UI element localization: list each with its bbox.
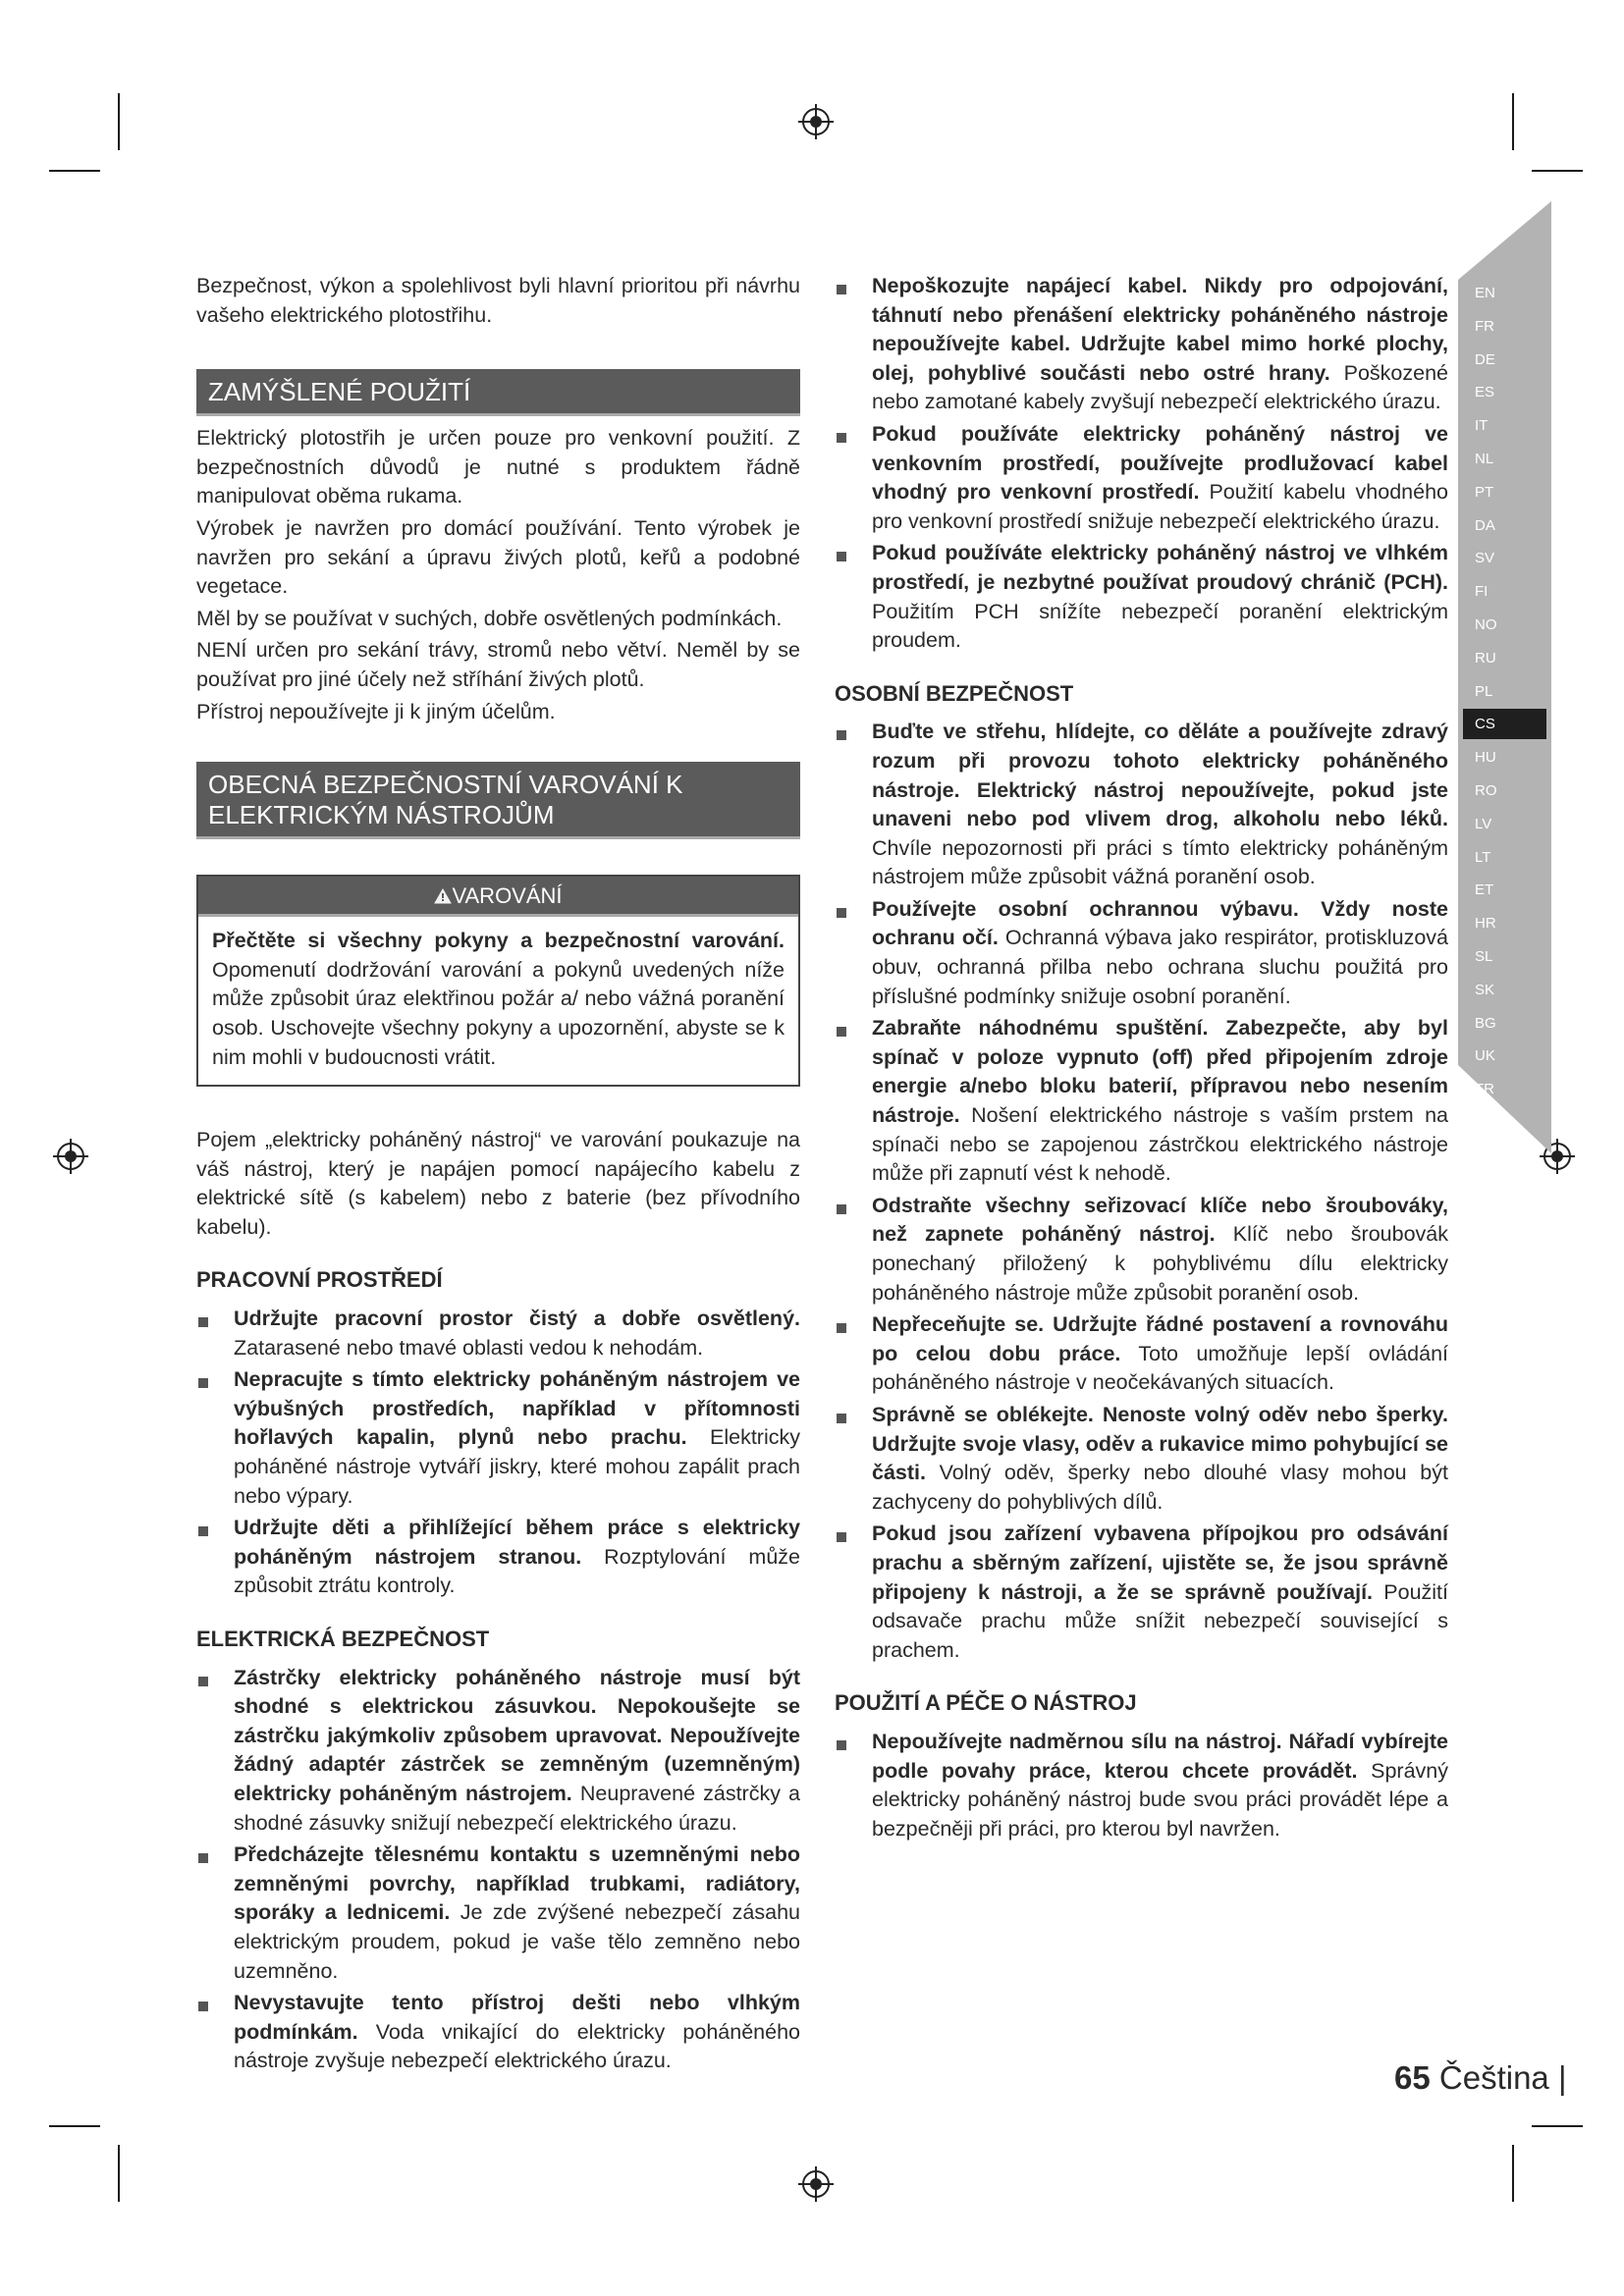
warning-text: Opomenutí dodržování varování a pokynů uvedených níže může způsobit úraz elektřinou požár a/ nebo vážná poranění osob. Uschovejte všechny pokyny a upozornění, abyste se k nim mohli v budoucnosti vrátit. [212, 957, 785, 1069]
page-footer [1394, 2059, 1567, 2097]
language-tab-ru[interactable]: RU [1475, 649, 1496, 667]
language-tab-cs[interactable]: CS [1463, 709, 1546, 739]
language-tab-de[interactable]: DE [1475, 350, 1495, 368]
warning-body [198, 917, 798, 1085]
language-tab-hu[interactable]: HU [1475, 749, 1496, 767]
subsection-title-work-area: PRACOVNÍ PROSTŘEDÍ [196, 1267, 443, 1293]
registration-mark-icon [51, 1137, 90, 1176]
crop-mark [1512, 93, 1514, 150]
section-header-intended-use: ZAMÝŠLENÉ POUŽITÍ [196, 369, 800, 416]
bullet-item: Pokud používáte elektricky poháněný nástroj ve vlhkém prostředí, je nezbytné používat proudový chránič (PCH). Použitím PCH snížíte nebezpečí poranění elektrickým proudem. [835, 539, 1448, 655]
bullet-item: Nepoužívejte nadměrnou sílu na nástroj. Nářadí vybírejte podle povahy práce, kterou chcete provádět. Správný elektricky poháněný nástroj bude svou práci provádět lépe a bezpečněji při práci, pro kterou byl navržen. [835, 1728, 1448, 1843]
language-name: Čeština [1438, 2059, 1549, 2096]
bullet-item: Nepoškozujte napájecí kabel. Nikdy pro odpojování, táhnutí nebo přenášení elektricky poháněného nástroje nepoužívejte kabel. Udržujte kabel mimo horké plochy, olej, pohyblivé součásti nebo ostré hrany. Poškozené nebo zamotané kabely zvyšují nebezpečí elektrického úrazu. [835, 272, 1448, 417]
subsection-title-electrical-safety: ELEKTRICKÁ BEZPEČNOST [196, 1627, 490, 1651]
bullet-item: Zástrčky elektricky poháněného nástroje musí být shodné s elektrickou zásuvkou. Nepokoušejte se zástrčku jakýmkoliv způsobem upravovat. Nepoužívejte žádný adaptér zástrček se zemněným (uzemněným) elektricky poháněným nástrojem. Neupravené zástrčky a shodné zásuvky snižují nebezpečí elektrického úrazu. [196, 1664, 800, 1839]
bullet-item: Nepracujte s tímto elektricky poháněným nástrojem ve výbušných prostředích, například v přítomnosti hořlavých kapalin, plynů nebo prachu. Elektricky poháněné nástroje vytváří jiskry, které mohou zapálit prach nebo výpary. [196, 1365, 800, 1511]
bullet-item: Pokud používáte elektricky poháněný nástroj ve venkovním prostředí, používejte prodlužovací kabel vhodný pro venkovní prostředí. Použití kabelu vhodného pro venkovní prostředí snižuje nebezpečí elektrického úrazu. [835, 420, 1448, 536]
language-tab-nl[interactable]: NL [1475, 451, 1494, 467]
right-column [835, 272, 1448, 1846]
paragraph: Elektrický plotostřih je určen pouze pro venkovní použití. Z bezpečnostních důvodů je nutné s produktem řádně manipulovat oběma rukama. [196, 426, 800, 508]
bullet-item: Předcházejte tělesnému kontaktu s uzemněnými nebo zemněnými povrchy, například trubkami, radiátory, sporáky a lednicemi. Je zde zvýšené nebezpečí zásahu elektrickým proudem, pokud je vaše tělo zemněno nebo uzemněno. [196, 1841, 800, 1986]
language-tab-da[interactable]: DA [1475, 516, 1495, 534]
left-column [196, 272, 800, 2079]
bullet-item: Nepřeceňujte se. Udržujte řádné postavení a rovnováhu po celou dobu práce. Toto umožňuje lepší ovládání poháněného nástroje v neočekávaných situacích. [835, 1310, 1448, 1398]
crop-mark [1532, 170, 1583, 172]
registration-mark-icon [796, 102, 836, 141]
language-tab-hr[interactable]: HR [1475, 915, 1496, 933]
crop-mark [49, 2125, 100, 2127]
paragraph: Přístroj nepoužívejte ji k jiným účelům. [196, 699, 556, 723]
crop-mark [49, 170, 100, 172]
language-tab-bg[interactable]: BG [1475, 1014, 1496, 1032]
bullet-item: Pokud jsou zařízení vybavena přípojkou pro odsávání prachu a sběrným zařízení, ujistěte se, že jsou správně připojeny k nástroji, a že se správně používají. Použití odsavače prachu může snížit nebezpečí související s prachem. [835, 1520, 1448, 1665]
bullet-item: Správně se oblékejte. Nenoste volný oděv nebo šperky. Udržujte svoje vlasy, oděv a rukavice mimo pohybující se části. Volný oděv, šperky nebo dlouhé vlasy mohou být zachyceny do pohyblivých dílů. [835, 1401, 1448, 1517]
footer-separator: | [1557, 2059, 1567, 2096]
page-number: 65 [1394, 2059, 1431, 2096]
language-tab-it[interactable]: IT [1475, 417, 1489, 435]
section-header-general-warnings: OBECNÁ BEZPEČNOSTNÍ VAROVÁNÍ K ELEKTRICKÝM NÁSTROJŮM [196, 762, 800, 839]
language-tab-pt[interactable]: PT [1475, 483, 1494, 501]
warning-box [196, 875, 800, 1087]
bullet-item: Nevystavujte tento přístroj dešti nebo vlhkým podmínkám. Voda vnikající do elektricky poháněného nástroje zvyšuje nebezpečí elektrického úrazu. [196, 1989, 800, 2076]
bullet-item: Udržujte pracovní prostor čistý a dobře osvětlený. Zatarasené nebo tmavé oblasti vedou k nehodám. [196, 1305, 800, 1362]
bullet-item: Zabraňte náhodnému spuštění. Zabezpečte, aby byl spínač v poloze vypnuto (off) před připojením zdroje energie a/nebo bloku baterií, přípravou nebo nesením nástroje. Nošení elektrického nástroje s vaším prstem na spínači nebo se zapojenou zástrčkou elektrického nástroje může při zapnutí vést k nehodě. [835, 1014, 1448, 1189]
paragraph: Měl by se používat v suchých, dobře osvětlených podmínkách. [196, 606, 783, 630]
language-tab-sk[interactable]: SK [1475, 981, 1495, 998]
language-tab-pl[interactable]: PL [1475, 682, 1493, 700]
language-tab-et[interactable]: ET [1475, 881, 1494, 899]
language-tab-sv[interactable]: SV [1475, 550, 1495, 567]
bullet-item: Udržujte děti a přihlížející během práce s elektricky poháněným nástrojem stranou. Rozptylování může způsobit ztrátu kontroly. [196, 1514, 800, 1601]
language-tab-sl[interactable]: SL [1475, 948, 1493, 965]
warning-bold-text: Přečtěte si všechny pokyny a bezpečnostní varování. [212, 929, 785, 953]
language-tab-lt[interactable]: LT [1475, 848, 1491, 866]
bullet-item: Odstraňte všechny seřizovací klíče nebo šroubováky, než zapnete poháněný nástroj. Klíč nebo šroubovák ponechaný přiložený k pohyblivému dílu elektricky poháněného nástroje může způsobit poranění osob. [835, 1192, 1448, 1308]
warning-label: VAROVÁNÍ [452, 883, 563, 909]
language-tab-lv[interactable]: LV [1475, 815, 1492, 832]
crop-mark [1532, 2125, 1583, 2127]
paragraph: NENÍ určen pro sekání trávy, stromů nebo větví. Neměl by se používat pro jiné účely než stříhání živých plotů. [196, 638, 800, 691]
crop-mark [118, 93, 120, 150]
language-tab-no[interactable]: NO [1475, 616, 1497, 633]
language-tab-uk[interactable]: UK [1475, 1047, 1495, 1065]
paragraph: Pojem „elektricky poháněný nástroj“ ve varování poukazuje na váš nástroj, který je napájen pomocí napájecího kabelu z elektrické sítě (s kabelem) nebo z baterie (bez přívodního kabelu). [196, 1128, 800, 1239]
warning-triangle-icon [434, 888, 452, 904]
bullet-item: Buďte ve střehu, hlídejte, co děláte a používejte zdravý rozum při provozu tohoto elektricky poháněného nástroje. Elektrický nástroj nepoužívejte, pokud jste unaveni nebo pod vlivem drog, alkoholu nebo léků. Chvíle nepozornosti při práci s tímto elektricky poháněným nástrojem může způsobit vážná poranění osob. [835, 718, 1448, 892]
language-tab-fr[interactable]: FR [1475, 317, 1494, 335]
language-tab-fi[interactable]: FI [1475, 583, 1489, 601]
subsection-title-personal-safety: OSOBNÍ BEZPEČNOST [835, 680, 1074, 706]
language-tab-ro[interactable]: RO [1475, 782, 1497, 799]
language-tab-es[interactable]: ES [1475, 384, 1495, 401]
paragraph: Výrobek je navržen pro domácí používání. Tento výrobek je navržen pro sekání a úpravu živých plotů, keřů a podobné vegetace. [196, 515, 800, 599]
bullet-item: Používejte osobní ochrannou výbavu. Vždy noste ochranu očí. Ochranná výbava jako respirátor, protiskluzová obuv, ochranná přilba nebo ochrana sluchu použitá pro příslušné podmínky snižuje osobní poranění. [835, 895, 1448, 1011]
language-tab-en[interactable]: EN [1475, 285, 1495, 301]
warning-header [198, 877, 798, 917]
intro-text: Bezpečnost, výkon a spolehlivost byli hlavní prioritou při návrhu vašeho elektrického plotostřihu. [196, 274, 800, 327]
language-tab-tr[interactable]: TR [1475, 1081, 1494, 1098]
crop-mark [118, 2145, 120, 2202]
subsection-title-tool-use: POUŽITÍ A PÉČE O NÁSTROJ [835, 1690, 1137, 1716]
crop-mark [1512, 2145, 1514, 2202]
registration-mark-icon [796, 2164, 836, 2204]
